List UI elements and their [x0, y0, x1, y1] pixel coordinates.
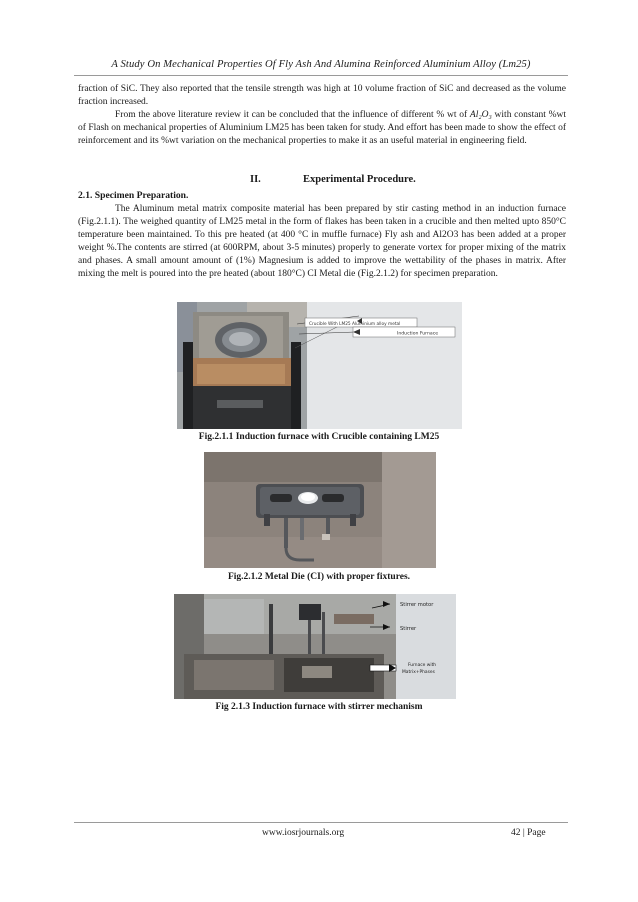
- running-header: A Study On Mechanical Properties Of Fly Ash And Alumina Reinforced Aluminium Alloy (Lm25): [111, 59, 531, 70]
- header-rule: [74, 75, 568, 76]
- label-induction-furnace: Induction Furnace: [397, 331, 439, 337]
- figure-stirrer-mechanism: [174, 594, 456, 699]
- label-furnace-line2: Matrix+Phases: [402, 670, 435, 675]
- label-stirrer-motor: Stirrer motor: [400, 602, 434, 608]
- stirrer-photo: [174, 594, 456, 699]
- paragraph-conclusion-part2: with constant %wt of Flash on mechanical properties of Aluminium LM25 has been taken for study. And effort has been made to show the effect of reinforcement and its %wt variation on the mechanical properties to make it as an useful material in engineering field.: [78, 110, 566, 146]
- label-furnace-line1: Furnace with: [408, 663, 437, 668]
- figure-1-caption: Fig.2.1.1 Induction furnace with Crucible containing LM25: [198, 432, 440, 442]
- paragraph-conclusion: [78, 109, 566, 148]
- footer-page-number: 42 | Page: [511, 828, 546, 838]
- paragraph-specimen-preparation: The Aluminum metal matrix composite material has been prepared by stir casting method in an induction furnace (Fig.2.1.1). The weighed quantity of LM25 metal in the form of flakes has been taken in a crucible and then melted upto 850°C temperature been maintained. To this pre heated (at 400 °C in muffle furnace) Fly ash and Al2O3 has been added at a proper weight %.The contents are stirred (at 600RPM, about 3-5 minutes) properly to generate vortex for proper mixing of the matrix and phases. A small amount amount of (1%) Magnesium is added to improve the wettability of the phases in matrix. After mixing the melt is poured into the pre heated (about 180°C) CI Metal die (Fig.2.1.2) for specimen preparation.: [78, 204, 566, 279]
- alumina-formula: Al₂O₃: [469, 110, 492, 120]
- furnace-photo: [177, 302, 462, 429]
- section-number: II.: [250, 174, 261, 185]
- label-crucible: Crucible With LM25 Aluminium alloy metal: [309, 322, 401, 327]
- figure-induction-furnace: [177, 302, 462, 429]
- metal-die-photo: [204, 452, 436, 568]
- footer-rule: [74, 822, 568, 823]
- label-stirrer: Stirrer: [400, 626, 417, 632]
- figure-metal-die: [204, 452, 436, 568]
- section-title: Experimental Procedure.: [303, 174, 416, 185]
- subsection-heading: 2.1. Specimen Preparation.: [78, 190, 189, 201]
- figure-2-caption: Fig.2.1.2 Metal Die (CI) with proper fixtures.: [227, 572, 411, 582]
- figure-3-caption: Fig 2.1.3 Induction furnace with stirrer mechanism: [215, 702, 423, 712]
- footer-journal-url[interactable]: www.iosrjournals.org: [262, 828, 345, 838]
- paragraph-continued: fraction of SiC. They also reported that the tensile strength was high at 10 volume fraction of SiC and decreased as the volume fraction increased.: [78, 84, 566, 107]
- paragraph-conclusion-part1: From the above literature review it can be concluded that the influence of different % wt of: [115, 110, 470, 120]
